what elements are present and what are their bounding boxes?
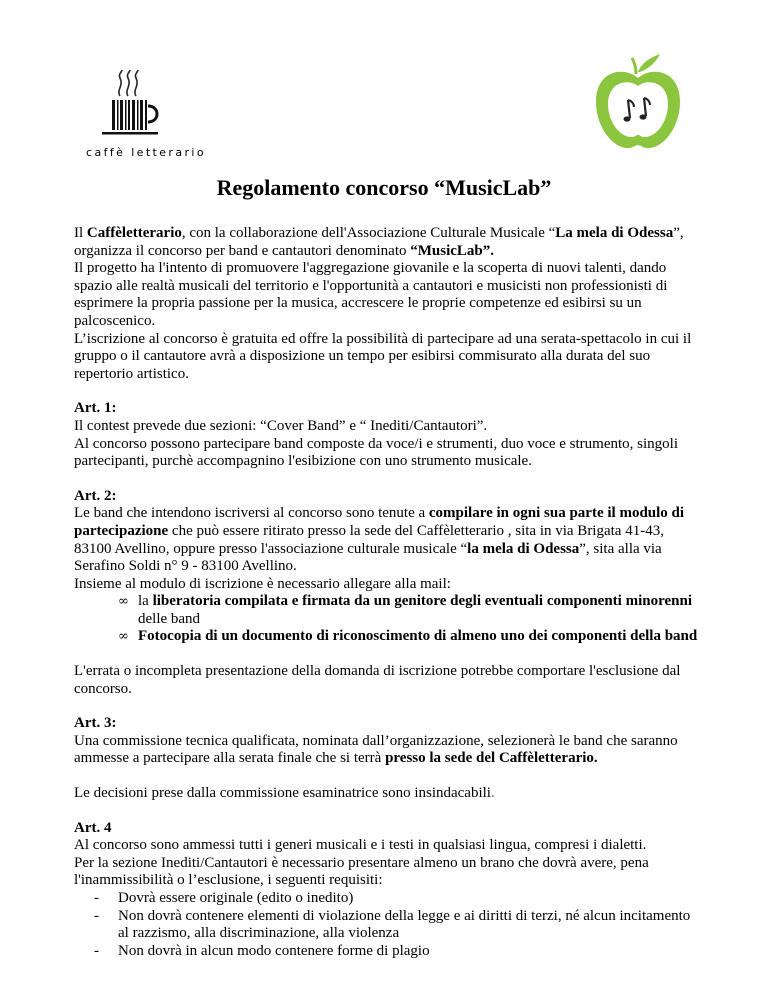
intro-paragraph-3: L’iscrizione al concorso è gratuita ed offre la possibilità di partecipare ad una serata-spettacolo in cui il gruppo o il cantautore avrà a disposizione un tempo per esibirsi commisurato alla durata del suo repertorio artistico. (74, 330, 692, 382)
document-body (74, 225, 698, 960)
page-title: Regolamento concorso “MusicLab” (216, 175, 552, 200)
intro-paragraph-1: Il Caffèletterario, con la collaborazione dell'Associazione Culturale Musicale “La mela di Odessa”, organizza il concorso per band e cantautori denominato “MusicLab”. (74, 225, 684, 259)
infinity-bullet-icon: ∞ (118, 594, 129, 610)
logo-caption: caffè letterario (86, 146, 206, 159)
art4-requirements-list (74, 890, 698, 960)
art3-paragraph: Una commissione tecnica qualificata, nominata dall’organizzazione, selezionerà le band che saranno ammesse a partecipare alla serata finale che si terrà presso la sede del Caffèletterario. (74, 732, 678, 767)
apple-music-notes-icon (590, 44, 686, 156)
art1-line-1: Il contest prevede due sezioni: “Cover Band” e “ Inediti/Cantautori”. (74, 417, 488, 434)
art3-note: Le decisioni prese dalla commissione esaminatrice sono insindacabili. (74, 785, 495, 802)
intro-paragraph-2: Il progetto ha l'intento di promuovere l'aggregazione giovanile e la scoperta di nuovi talenti, dando spazio alle realtà musicali del territorio e l'opportunità a cantautori e musicisti non professionisti di esprimere la propria passione per la musica, accrescere le proprie competenze ed esibirsi su un palcoscenico. (74, 260, 668, 329)
la-mela-di-odessa-logo (590, 44, 686, 156)
art1-heading: Art. 1: (74, 400, 117, 417)
list-item: ∞ la liberatoria compilata e firmata da un genitore degli eventuali componenti minorenni delle band (118, 593, 692, 627)
list-item: - Non dovrà contenere elementi di violazione della legge e ai diritti di terzi, né alcun incitamento al razzismo, alla discriminazione, alla violenza (94, 907, 691, 942)
art1-line-2: Al concorso possono partecipare band composte da voce/i e strumenti, duo voce e strumento, singoli partecipanti, purchè accompagnino l'esibizione con uno strumento musicale. (74, 435, 679, 470)
art4-heading: Art. 4 (74, 819, 112, 836)
art4-line-1: Al concorso sono ammessi tutti i generi musicali e i testi in qualsiasi lingua, compresi i dialetti. (74, 837, 647, 854)
list-item: ∞ Fotocopia di un documento di riconoscimento di almeno uno dei componenti della band (118, 628, 698, 645)
art2-note: L'errata o incompleta presentazione della domanda di iscrizione potrebbe comportare l'esclusione dal concorso. (74, 663, 681, 697)
art4-line-2: Per la sezione Inediti/Cantautori è necessario presentare almeno un brano che dovrà avere, pena l'inammissibilità o l’esclusione, i seguenti requisiti: (74, 854, 649, 889)
list-item: - Dovrà essere originale (edito o inedito) (94, 890, 354, 906)
art2-heading: Art. 2: (74, 487, 117, 504)
art2-attach-intro: Insieme al modulo di iscrizione è necessario allegare alla mail: (74, 575, 451, 592)
art2-attachments-list (74, 593, 698, 646)
list-item: - Non dovrà in alcun modo contenere forme di plagio (94, 942, 430, 959)
caffe-letterario-logo (72, 68, 206, 168)
art2-paragraph: Le band che intendono iscriversi al concorso sono tenute a compilare in ogni sua parte il modulo di partecipazione che può essere ritirato presso la sede del Caffèletterario , sita in via Brigata 41-43, 83100 Avellino, oppure presso l'associazione culturale musicale “la mela di Odessa”, sita alla via Serafino Soldi n° 9 - 83100 Avellino. (74, 505, 685, 575)
infinity-bullet-icon: ∞ (118, 629, 129, 645)
art3-heading: Art. 3: (74, 715, 117, 732)
